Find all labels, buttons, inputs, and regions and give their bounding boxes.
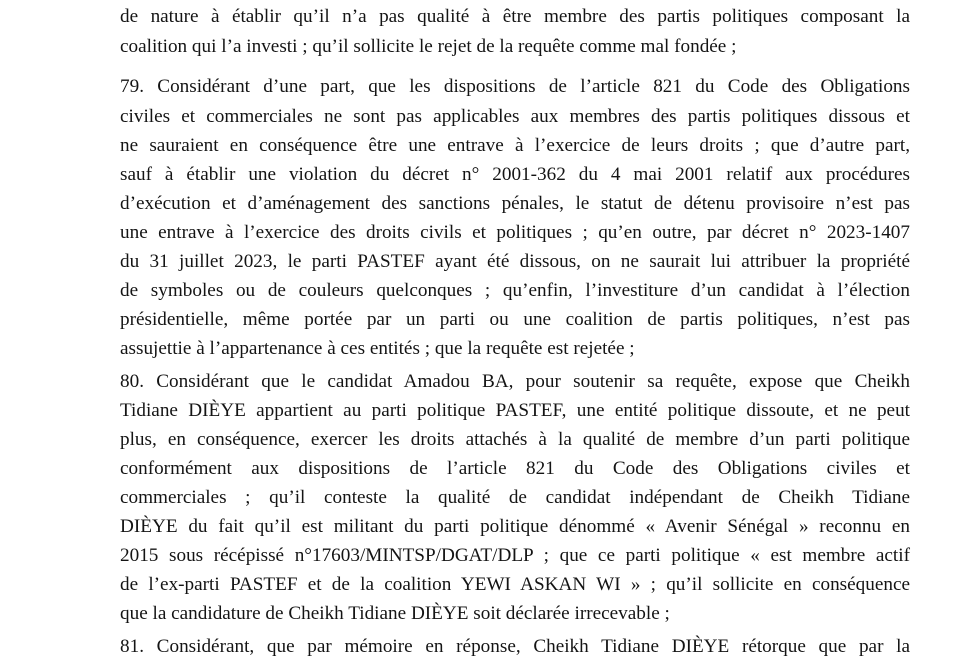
text-line: conformément aux dispositions de l’article 821 du Code des Obligations civiles et xyxy=(120,458,910,479)
text-line: d’exécution et d’aménagement des sanctions pénales, le statut de détenu provisoire n’est pas xyxy=(120,193,910,214)
text-line: 2015 sous récépissé n°17603/MINTSP/DGAT/DLP ; que ce parti politique « est membre actif xyxy=(120,545,910,566)
text-line: 81. Considérant, que par mémoire en réponse, Cheikh Tidiane DIÈYE rétorque que par la xyxy=(120,636,910,657)
text-line: présidentielle, même portée par un parti ou une coalition de partis politiques, n’est pas xyxy=(120,309,910,330)
text-line: 80. Considérant que le candidat Amadou BA, pour soutenir sa requête, expose que Cheikh xyxy=(120,371,910,392)
text-line: sauf à établir une violation du décret n° 2001-362 du 4 mai 2001 relatif aux procédures xyxy=(120,164,910,185)
text-line: une entrave à l’exercice des droits civils et politiques ; qu’en outre, par décret n° 2023-1407 xyxy=(120,222,910,243)
text-line: DIÈYE du fait qu’il est militant du parti politique dénommé « Avenir Sénégal » reconnu en xyxy=(120,516,910,537)
text-line: ne sauraient en conséquence être une entrave à l’exercice de leurs droits ; que d’autre part, xyxy=(120,135,910,156)
text-line: du 31 juillet 2023, le parti PASTEF ayant été dissous, on ne saurait lui attribuer la propriété xyxy=(120,251,910,272)
text-line: assujettie à l’appartenance à ces entités ; que la requête est rejetée ; xyxy=(120,338,635,359)
text-line: 79. Considérant d’une part, que les dispositions de l’article 821 du Code des Obligations xyxy=(120,76,910,97)
text-line: que la candidature de Cheikh Tidiane DIÈYE soit déclarée irrecevable ; xyxy=(120,603,670,624)
text-line: de symboles ou de couleurs quelconques ; qu’enfin, l’investiture d’un candidat à l’élection xyxy=(120,280,910,301)
text-line: commerciales ; qu’il conteste la qualité de candidat indépendant de Cheikh Tidiane xyxy=(120,487,910,508)
text-line: Tidiane DIÈYE appartient au parti politique PASTEF, une entité politique dissoute, et ne peut xyxy=(120,400,910,421)
text-line: de nature à établir qu’il n’a pas qualité à être membre des partis politiques composant la xyxy=(120,6,910,27)
text-line: plus, en conséquence, exercer les droits attachés à la qualité de membre d’un parti politique xyxy=(120,429,910,450)
text-line: de l’ex-parti PASTEF et de la coalition YEWI ASKAN WI » ; qu’il sollicite en conséquence xyxy=(120,574,910,595)
text-line: coalition qui l’a investi ; qu’il sollicite le rejet de la requête comme mal fondée ; xyxy=(120,36,737,57)
text-line: civiles et commerciales ne sont pas applicables aux membres des partis politiques dissous et xyxy=(120,106,910,127)
